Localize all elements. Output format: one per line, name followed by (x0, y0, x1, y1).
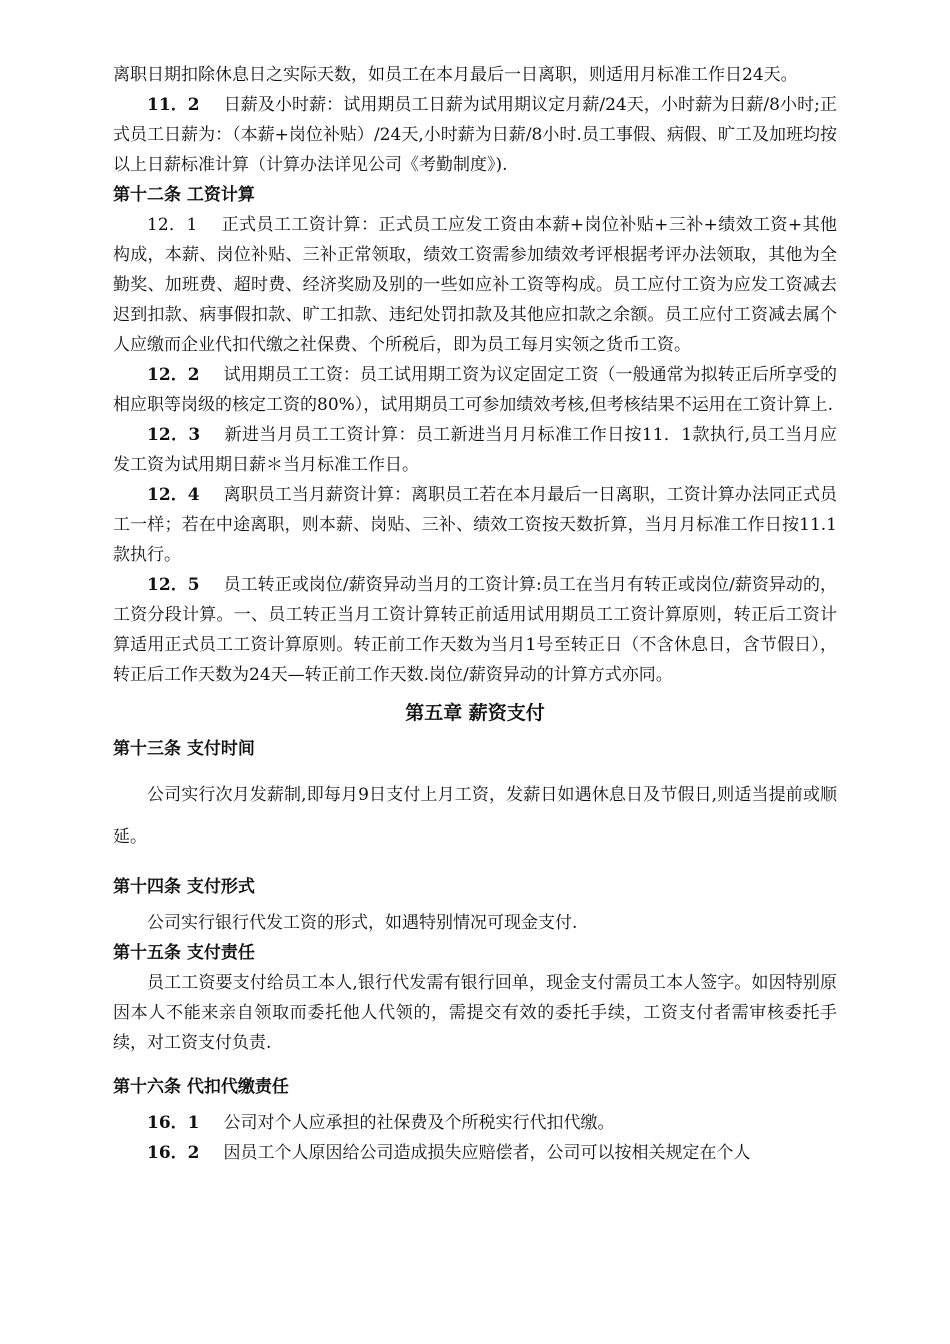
clause-16-1 (113, 1108, 837, 1138)
chapter-5-title: 第五章 薪资支付 (405, 702, 545, 724)
article-15-heading: 第十五条 支付责任 (113, 943, 255, 963)
article-13-heading: 第十三条 支付时间 (113, 739, 255, 759)
clause-text: 新进当月员工工资计算：员工新进当月月标准工作日按11．1款执行,员工当月应发工资为试用期日薪＊当月标准工作日。 (113, 425, 837, 475)
article-14-heading: 第十四条 支付形式 (113, 877, 255, 897)
document-page (113, 60, 837, 1168)
clause-text: 离职员工当月薪资计算：离职员工若在本月最后一日离职，工资计算办法同正式员工一样；若在中途离职，则本薪、岗贴、三补、绩效工资按天数折算，当月月标准工作日按11.1款执行。 (113, 485, 837, 565)
clause-text: 日薪及小时薪：试用期员工日薪为试用期议定月薪/24天，小时薪为日薪/8小时;正式员工日薪为：（本薪+岗位补贴）/24天,小时薪为日薪/8小时.员工事假、病假、旷工及加班均按以上日薪标准计算（计算办法详见公司《考勤制度》). (113, 95, 837, 175)
clause-number: 12．2 (147, 365, 200, 385)
article-15-text: 员工工资要支付给员工本人,银行代发需有银行回单，现金支付需员工本人签字。如因特别原因本人不能来亲自领取而委托他人代领的，需提交有效的委托手续，工资支付者需审核委托手续，对工资支付负责. (113, 973, 837, 1053)
clause-16-2 (113, 1138, 837, 1168)
clause-number: 16．1 (147, 1113, 200, 1133)
clause-text: 试用期员工工资：员工试用期工资为议定固定工资（一般通常为拟转正后所享受的相应职等岗级的核定工资的80%），试用期员工可参加绩效考核,但考核结果不运用在工资计算上. (113, 365, 837, 415)
clause-11-2 (113, 90, 837, 180)
article-16-heading: 第十六条 代扣代缴责任 (113, 1077, 289, 1097)
clause-number: 16．2 (147, 1143, 200, 1163)
clause-number: 12．5 (147, 575, 200, 595)
clause-number: 11．2 (147, 95, 200, 115)
clause-12-1 (113, 210, 837, 360)
clause-12-5 (113, 570, 837, 690)
clause-number: 12．1 (147, 215, 198, 235)
clause-number: 12．3 (147, 425, 201, 445)
article-12-heading: 第十二条 工资计算 (113, 185, 255, 205)
clause-text: 员工转正或岗位/薪资异动当月的工资计算:员工在当月有转正或岗位/薪资异动的，工资分段计算。一、员工转正当月工资计算转正前适用试用期员工工资计算原则，转正后工资计算适用正式员工工资计算原则。转正前工作天数为当月1号至转正日（不含休息日，含节假日），转正后工作天数为24天—转正前工作天数.岗位/薪资异动的计算方式亦同。 (113, 575, 837, 685)
clause-12-4 (113, 480, 837, 570)
clause-text: 正式员工工资计算：正式员工应发工资由本薪+岗位补贴+三补+绩效工资+其他构成，本薪、岗位补贴、三补正常领取，绩效工资需参加绩效考评根据考评办法领取，其他为全勤奖、加班费、超时费、经济奖励及别的一些如应补工资等构成。员工应付工资为应发工资减去迟到扣款、病事假扣款、旷工扣款、违纪处罚扣款及其他应扣款之余额。员工应付工资减去属个人应缴而企业代扣代缴之社保费、个所税后，即为员工每月实领之货币工资。 (113, 215, 837, 355)
clause-12-2 (113, 360, 837, 420)
clause-text: 公司对个人应承担的社保费及个所税实行代扣代缴。 (223, 1113, 615, 1133)
clause-12-3 (113, 420, 837, 480)
paragraph-continued: 离职日期扣除休息日之实际天数，如员工在本月最后一日离职，则适用月标准工作日24天。 (113, 65, 798, 85)
clause-number: 12．4 (147, 485, 200, 505)
article-14-text: 公司实行银行代发工资的形式，如遇特别情况可现金支付. (147, 913, 578, 933)
clause-text: 因员工个人原因给公司造成损失应赔偿者，公司可以按相关规定在个人 (223, 1143, 751, 1163)
article-13-text: 公司实行次月发薪制,即每月9日支付上月工资，发薪日如遇休息日及节假日,则适当提前或顺延。 (113, 785, 837, 847)
